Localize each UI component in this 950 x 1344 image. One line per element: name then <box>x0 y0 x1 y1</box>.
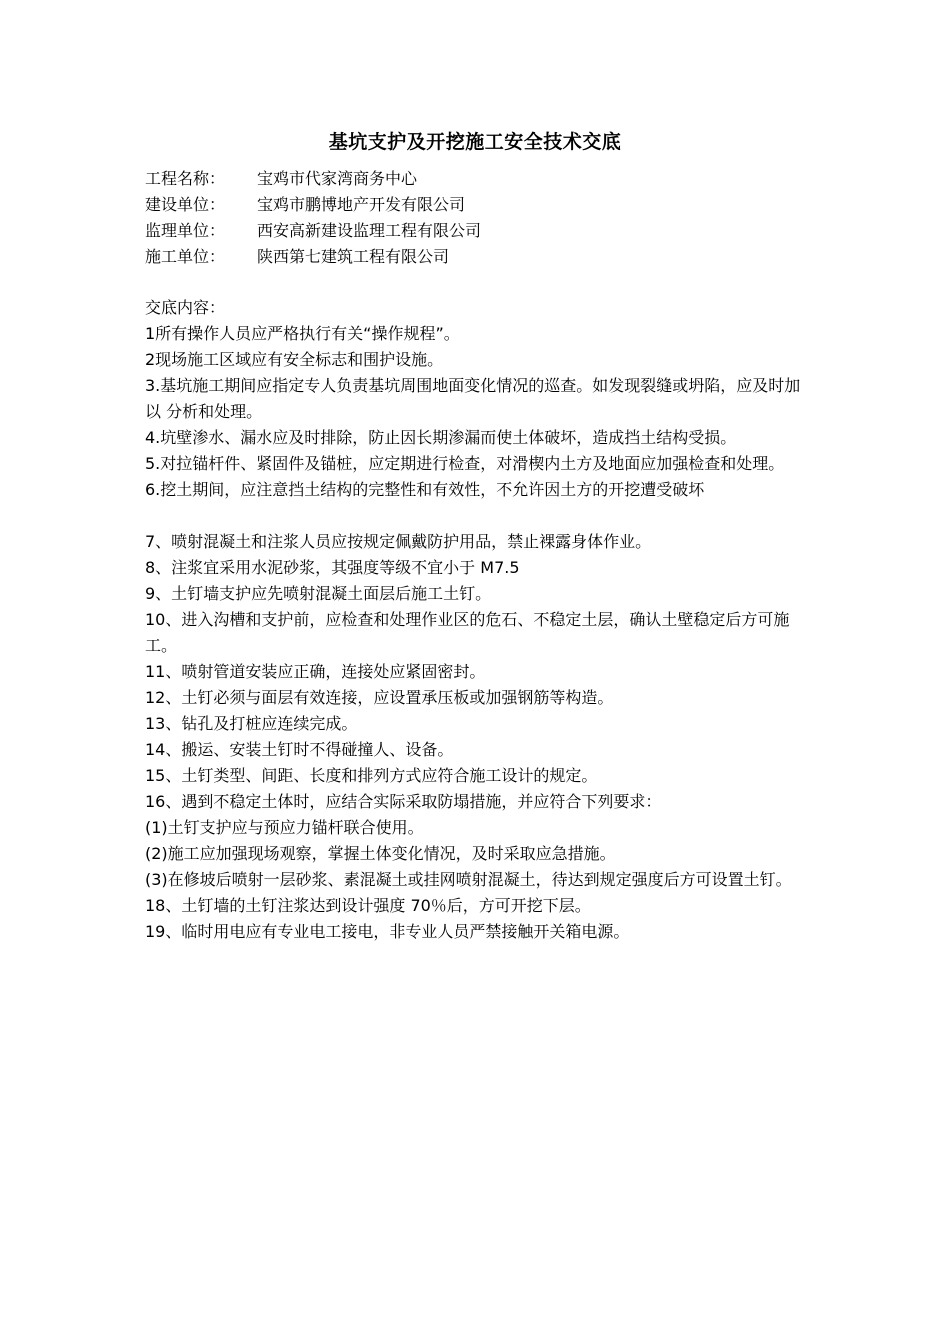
info-value: 宝鸡市代家湾商务中心 <box>257 169 418 188</box>
info-label: 监理单位： <box>145 221 226 240</box>
list-item: 7、喷射混凝土和注浆人员应按规定佩戴防护用品，禁止裸露身体作业。 <box>145 532 652 551</box>
disclosure-content <box>145 295 810 945</box>
info-value: 西安高新建设监理工程有限公司 <box>257 221 482 240</box>
list-item: 9、土钉墙支护应先喷射混凝土面层后施工土钉。 <box>145 584 492 603</box>
list-item: (3)在修坡后喷射一层砂浆、素混凝土或挂网喷射混凝土，待达到规定强度后方可设置土钉。 <box>145 870 792 889</box>
info-row-contractor <box>145 244 815 270</box>
paragraph-gap <box>145 503 810 529</box>
info-row-developer <box>145 192 815 218</box>
list-item: 4.坑壁渗水、漏水应及时排除，防止因长期渗漏而使土体破坏，造成挡土结构受损。 <box>145 428 737 447</box>
info-row-supervisor <box>145 218 815 244</box>
list-item: 15、土钉类型、间距、长度和排列方式应符合施工设计的规定。 <box>145 766 598 785</box>
list-item: 6.挖土期间，应注意挡土结构的完整性和有效性，不允许因土方的开挖遭受破坏 <box>145 480 705 499</box>
list-item: 13、钻孔及打桩应连续完成。 <box>145 714 358 733</box>
list-item: 12、土钉必须与面层有效连接，应设置承压板或加强钢筋等构造。 <box>145 688 614 707</box>
document-title: 基坑支护及开挖施工安全技术交底 <box>328 131 622 153</box>
list-item: 8、注浆宜采用水泥砂浆，其强度等级不宜小于 M7.5 <box>145 558 520 577</box>
info-value: 宝鸡市鹏博地产开发有限公司 <box>257 195 466 214</box>
list-item: 16、遇到不稳定土体时，应结合实际采取防塌措施，并应符合下列要求： <box>145 792 662 811</box>
info-value: 陕西第七建筑工程有限公司 <box>257 247 450 266</box>
list-item: 18、土钉墙的土钉注浆达到设计强度 70％后，方可开挖下层。 <box>145 896 591 915</box>
info-row-project-name <box>145 166 815 192</box>
list-item: 5.对拉锚杆件、紧固件及锚桩，应定期进行检查，对滑楔内土方及地面应加强检查和处理。 <box>145 454 785 473</box>
list-item: 2现场施工区域应有安全标志和围护设施。 <box>145 350 444 369</box>
content-heading: 交底内容： <box>145 298 226 317</box>
project-info-block <box>145 166 815 270</box>
info-label: 施工单位： <box>145 247 226 266</box>
list-item: 10、进入沟槽和支护前，应检查和处理作业区的危石、不稳定土层，确认土壁稳定后方可施工。 <box>145 610 790 655</box>
list-item: 19、临时用电应有专业电工接电，非专业人员严禁接触开关箱电源。 <box>145 922 630 941</box>
list-item: (2)施工应加强现场观察，掌握土体变化情况，及时采取应急措施。 <box>145 844 616 863</box>
list-item: 1所有操作人员应严格执行有关“操作规程”。 <box>145 324 460 343</box>
list-item: 14、搬运、安装土钉时不得碰撞人、设备。 <box>145 740 454 759</box>
info-label: 工程名称： <box>145 169 226 188</box>
info-label: 建设单位： <box>145 195 226 214</box>
list-item: (1)土钉支护应与预应力锚杆联合使用。 <box>145 818 424 837</box>
list-item: 11、喷射管道安装应正确，连接处应紧固密封。 <box>145 662 486 681</box>
list-item: 3.基坑施工期间应指定专人负责基坑周围地面变化情况的巡查。如发现裂缝或坍陷，应及时加以 分析和处理。 <box>145 376 801 421</box>
